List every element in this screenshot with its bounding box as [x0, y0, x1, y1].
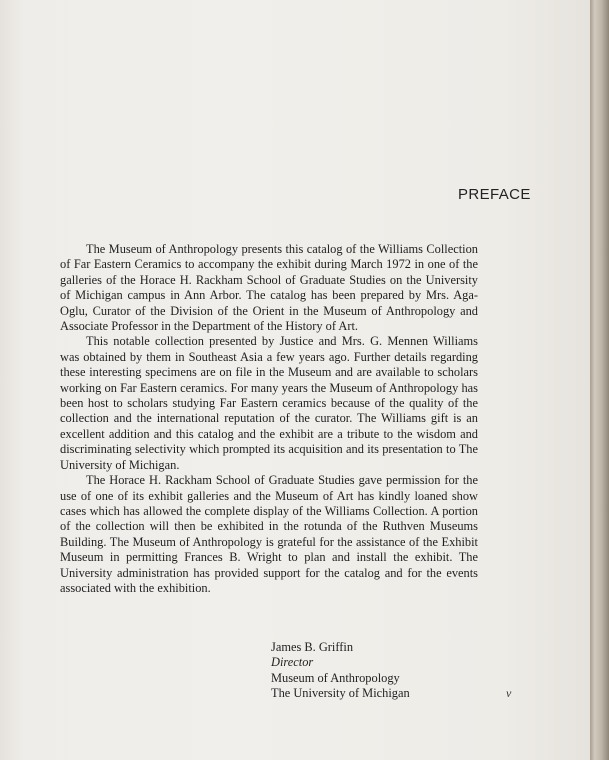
paragraph-1: The Museum of Anthropology presents this catalog of the Williams Collection of Far Eastern Ceramics to accompany the exhibit during March 1972 in one of the galleries of the Horace H. Rackham School of Graduate Studies on the University of Michigan campus in Ann Arbor. The catalog has been prepared by Mrs. Aga-Oglu, Curator of the Division of the Orient in the Museum of Anthropology and Associate Professor in the Department of the History of Art.: [60, 242, 478, 334]
paragraph-2: This notable collection presented by Justice and Mrs. G. Mennen Williams was obtained by them in Southeast Asia a few years ago. Further details regarding these interesting specimens are on file in the Museum and are available to scholars working on Far Eastern ceramics. For many years the Museum of Anthropology has been host to scholars studying Far Eastern ceramics because of the quality of the collection and the international reputation of the curator. The Williams gift is an excellent addition and this catalog and the exhibit are a tribute to the wisdom and discriminating selectivity which prompted its acquisition and its presentation to The University of Michigan.: [60, 334, 478, 472]
signature-name: James B. Griffin: [271, 640, 354, 654]
signature-title: Director: [271, 655, 314, 670]
signature-institution: The University of Michigan: [271, 686, 410, 701]
signature-block: [271, 640, 410, 702]
page-number: v: [506, 686, 512, 700]
page-edge: [590, 0, 609, 760]
page-heading: PREFACE: [458, 186, 531, 203]
paragraph-3: The Horace H. Rackham School of Graduate Studies gave permission for the use of one of its exhibit galleries and the Museum of Art has kindly loaned show cases which has allowed the complete display of the Williams Collection. A portion of the collection will then be exhibited in the rotunda of the Ruthven Museums Building. The Museum of Anthropology is grateful for the assistance of the Exhibit Museum in permitting Frances B. Wright to plan and install the exhibit. The University administration has provided support for the catalog and for the events associated with the exhibition.: [60, 473, 478, 595]
preface-body: [60, 242, 478, 596]
signature-organization: Museum of Anthropology: [271, 670, 400, 685]
